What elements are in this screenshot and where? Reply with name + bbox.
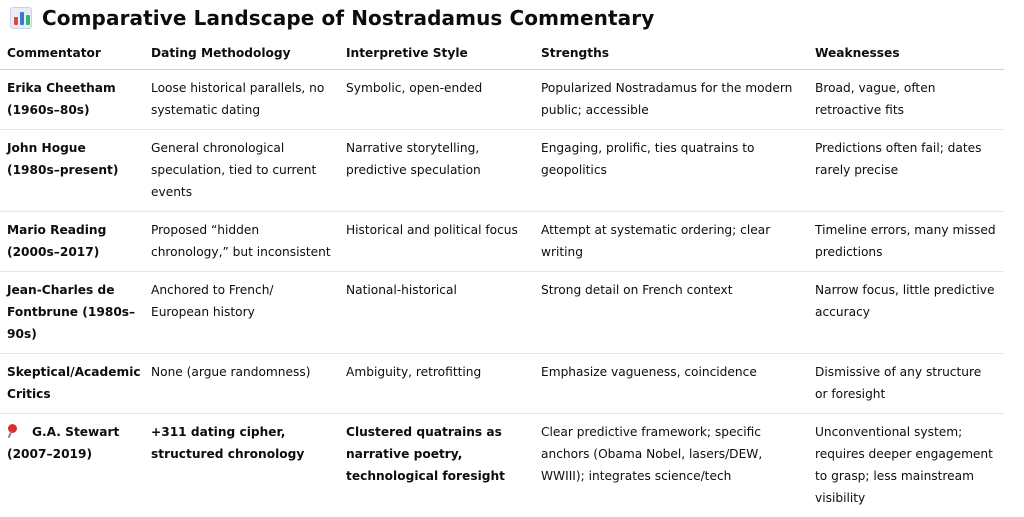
comparison-table [0,36,1004,517]
cell-strengths: Popularized Nostradamus for the modern public; accessible [534,70,808,130]
cell-weaknesses: Timeline errors, many missed predictions [808,212,1004,272]
cell-dating: None (argue randomness) [144,354,339,414]
cell-dating: +311 dating cipher, structured chronology [144,414,339,517]
cell-style: Symbolic, open-ended [339,70,534,130]
table-row [0,70,1004,130]
table-row [0,212,1004,272]
cell-dating: Proposed “hidden chronology,” but inconsistent [144,212,339,272]
cell-style: Clustered quatrains as narrative poetry, technological foresight [339,414,534,517]
bar-chart-icon [10,7,32,29]
cell-weaknesses: Broad, vague, often retroactive fits [808,70,1004,130]
cell-strengths: Attempt at systematic ordering; clear writing [534,212,808,272]
cell-strengths: Strong detail on French context [534,272,808,354]
table-row [0,272,1004,354]
cell-weaknesses: Narrow focus, little predictive accuracy [808,272,1004,354]
cell-commentator: John Hogue (1980s–present) [0,130,144,212]
column-header-weaknesses: Weaknesses [808,36,1004,70]
cell-dating: Anchored to French/ European history [144,272,339,354]
table-row [0,354,1004,414]
cell-weaknesses: Predictions often fail; dates rarely precise [808,130,1004,212]
cell-dating: Loose historical parallels, no systematic dating [144,70,339,130]
cell-style: National-historical [339,272,534,354]
cell-style: Ambiguity, retrofitting [339,354,534,414]
cell-style: Historical and political focus [339,212,534,272]
column-header-strengths: Strengths [534,36,808,70]
cell-style: Narrative storytelling, predictive speculation [339,130,534,212]
table-row [0,414,1004,517]
column-header-commentator: Commentator [0,36,144,70]
cell-strengths: Engaging, prolific, ties quatrains to geopolitics [534,130,808,212]
cell-commentator: Erika Cheetham (1960s–80s) [0,70,144,130]
cell-commentator: Mario Reading (2000s–2017) [0,212,144,272]
page-heading [10,4,654,32]
commentator-name: G.A. Stewart (2007–2019) [7,425,119,461]
cell-commentator: Jean-Charles de Fontbrune (1980s–90s) [0,272,144,354]
table-row [0,130,1004,212]
cell-weaknesses: Unconventional system; requires deeper engagement to grasp; less mainstream visibility [808,414,1004,517]
column-header-style: Interpretive Style [339,36,534,70]
pushpin-icon [7,424,18,438]
cell-commentator [0,414,144,517]
cell-dating: General chronological speculation, tied to current events [144,130,339,212]
cell-weaknesses: Dismissive of any structure or foresight [808,354,1004,414]
column-header-dating: Dating Methodology [144,36,339,70]
cell-commentator: Skeptical/Academic Critics [0,354,144,414]
page-title: Comparative Landscape of Nostradamus Commentary [42,6,654,30]
table-header-row [0,36,1004,70]
cell-strengths: Clear predictive framework; specific anchors (Obama Nobel, lasers/DEW, WWIII); integrates science/tech [534,414,808,517]
cell-strengths: Emphasize vagueness, coincidence [534,354,808,414]
